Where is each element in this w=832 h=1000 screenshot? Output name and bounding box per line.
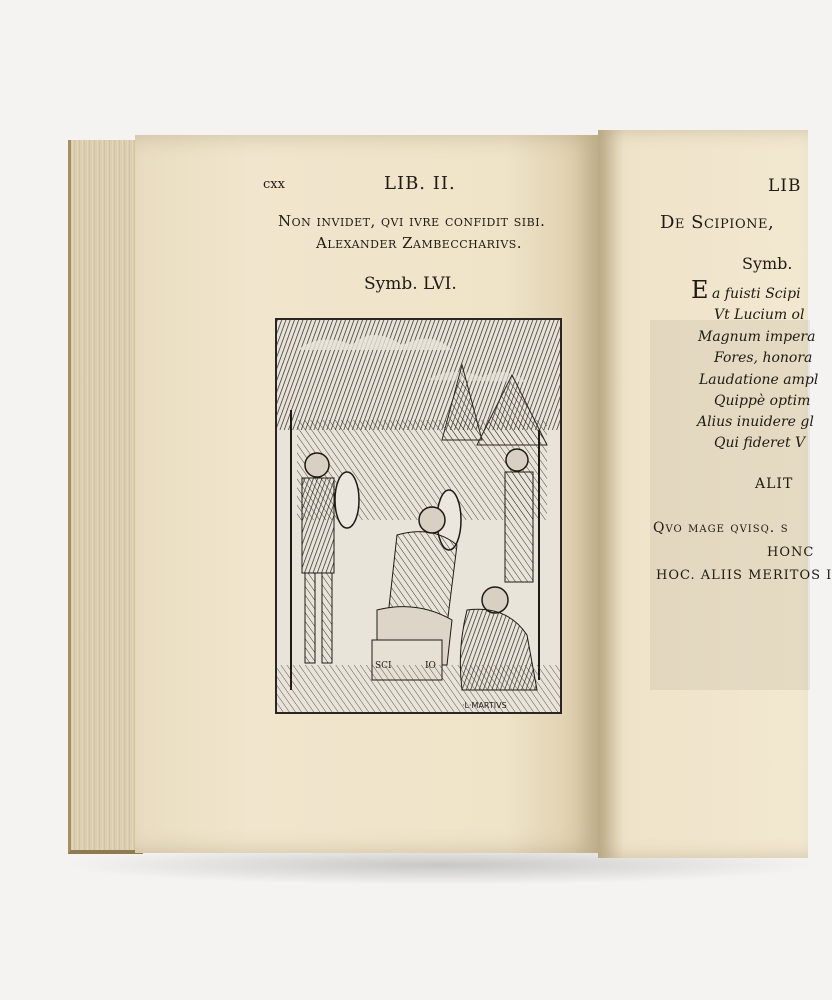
epigram-line: HONC [767,545,815,560]
right-title: De Scipione, [660,212,775,233]
alit-heading: ALIT [755,476,794,492]
verse-line: Laudatione ampl [699,372,819,388]
epigram-line: Qvo mage qvisq. s [653,520,789,536]
verse-line: Vt Lucium ol [714,307,805,323]
page-number: cxx [263,177,285,192]
verse-line: Magnum impera [698,329,816,345]
emblem-motto: Non invidet, qvi ivre confidit sibi. [278,212,546,230]
engraving-illustration [277,320,560,712]
right-running-head: LIB [768,176,802,196]
ground [277,665,560,712]
verse-line: Alius inuidere gl [697,414,814,430]
engraving-plate [275,318,562,714]
verse-line: a fuisti Scipi [712,286,801,302]
verse-line: Qui fideret V [714,435,806,451]
symbol-number: Symb. LVI. [364,274,457,294]
emblem-author: Alexander Zambeccharivs. [316,234,523,252]
verse-initial: E [691,276,709,304]
page-edges [68,140,143,854]
right-symbol-label: Symb. [742,254,793,273]
verse-line: Fores, honora [714,350,813,366]
engraver-signature: ·L·MARTIVS [462,701,507,710]
verse-line: Quippè optim [714,393,811,409]
shield [335,472,359,528]
running-head: LIB. II. [384,173,456,194]
epigram-line: HOC. ALIIS MERITOS I [656,568,832,583]
